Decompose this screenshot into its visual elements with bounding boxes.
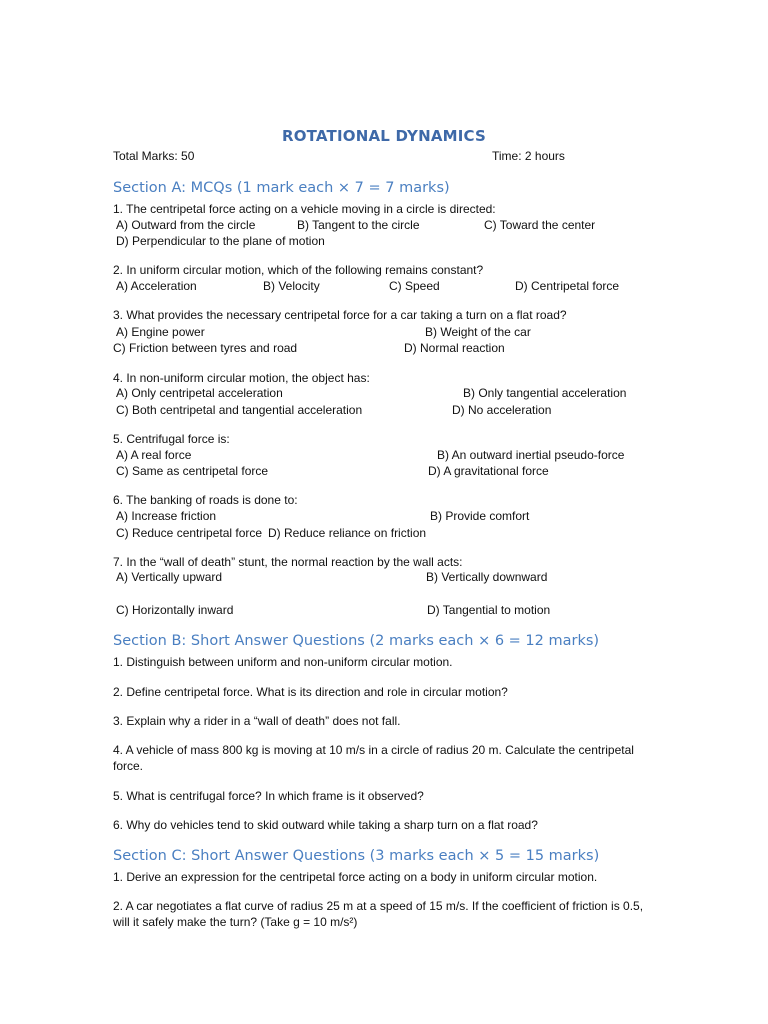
mcq-question: 3. What provides the necessary centripetal force for a car taking a turn on a flat road? — [113, 308, 567, 322]
exam-time: Time: 2 hours — [492, 149, 565, 163]
mcq-option: B) Velocity — [263, 279, 320, 293]
section-b-heading: Section B: Short Answer Questions (2 marks each × 6 = 12 marks) — [113, 633, 600, 649]
document-title: ROTATIONAL DYNAMICS — [281, 127, 487, 145]
mcq-option: B) Weight of the car — [425, 325, 531, 339]
mcq-option: C) Same as centripetal force — [116, 464, 269, 478]
mcq-option: A) Only centripetal acceleration — [116, 386, 283, 400]
mcq-option: A) Engine power — [116, 325, 205, 339]
mcq-option: B) Only tangential acceleration — [463, 386, 627, 400]
mcq-option: A) Acceleration — [116, 279, 197, 293]
mcq-option: B) Vertically downward — [426, 570, 548, 584]
mcq-option: A) Outward from the circle — [116, 218, 256, 232]
mcq-option: A) A real force — [116, 448, 192, 462]
mcq-question: 5. Centrifugal force is: — [113, 432, 230, 446]
section-a-heading: Section A: MCQs (1 mark each × 7 = 7 marks) — [113, 180, 450, 196]
mcq-option: B) Tangent to the circle — [297, 218, 420, 232]
short-answer-question: 6. Why do vehicles tend to skid outward while taking a sharp turn on a flat road? — [113, 818, 538, 832]
short-answer-question: 2. Define centripetal force. What is its direction and role in circular motion? — [113, 685, 508, 699]
short-answer-question-continued: will it safely make the turn? (Take g = 10 m/s²) — [113, 915, 358, 929]
mcq-question: 7. In the “wall of death” stunt, the normal reaction by the wall acts: — [113, 555, 463, 569]
short-answer-question: 4. A vehicle of mass 800 kg is moving at 10 m/s in a circle of radius 20 m. Calculate the centripetal — [113, 743, 634, 757]
short-answer-question-continued: force. — [113, 759, 144, 773]
mcq-option: C) Speed — [389, 279, 440, 293]
mcq-option: C) Toward the center — [484, 218, 596, 232]
mcq-option: A) Vertically upward — [116, 570, 223, 584]
short-answer-question: 1. Distinguish between uniform and non-uniform circular motion. — [113, 655, 453, 669]
short-answer-question: 3. Explain why a rider in a “wall of death” does not fall. — [113, 714, 401, 728]
mcq-option: C) Reduce centripetal force — [116, 526, 263, 540]
mcq-option: C) Friction between tyres and road — [113, 341, 298, 355]
mcq-option: B) An outward inertial pseudo-force — [437, 448, 625, 462]
mcq-option: D) No acceleration — [452, 403, 552, 417]
mcq-option: C) Horizontally inward — [116, 603, 234, 617]
mcq-option: D) Perpendicular to the plane of motion — [116, 234, 325, 248]
mcq-question: 4. In non-uniform circular motion, the object has: — [113, 371, 370, 385]
mcq-option: B) Provide comfort — [430, 509, 530, 523]
short-answer-question: 1. Derive an expression for the centripetal force acting on a body in uniform circular motion. — [113, 870, 598, 884]
short-answer-question: 2. A car negotiates a flat curve of radius 25 m at a speed of 15 m/s. If the coefficient of friction is 0.5, — [113, 899, 644, 913]
mcq-question: 2. In uniform circular motion, which of the following remains constant? — [113, 263, 484, 277]
mcq-question: 1. The centripetal force acting on a vehicle moving in a circle is directed: — [113, 202, 496, 216]
mcq-option: D) Tangential to motion — [427, 603, 551, 617]
short-answer-question: 5. What is centrifugal force? In which frame is it observed? — [113, 789, 424, 803]
mcq-option: D) Reduce reliance on friction — [268, 526, 427, 540]
mcq-option: C) Both centripetal and tangential acceleration — [116, 403, 363, 417]
mcq-option: D) A gravitational force — [428, 464, 549, 478]
mcq-option: D) Normal reaction — [404, 341, 505, 355]
mcq-option: A) Increase friction — [116, 509, 217, 523]
mcq-question: 6. The banking of roads is done to: — [113, 493, 298, 507]
section-c-heading: Section C: Short Answer Questions (3 marks each × 5 = 15 marks) — [113, 848, 600, 864]
total-marks: Total Marks: 50 — [113, 149, 195, 163]
mcq-option: D) Centripetal force — [515, 279, 620, 293]
